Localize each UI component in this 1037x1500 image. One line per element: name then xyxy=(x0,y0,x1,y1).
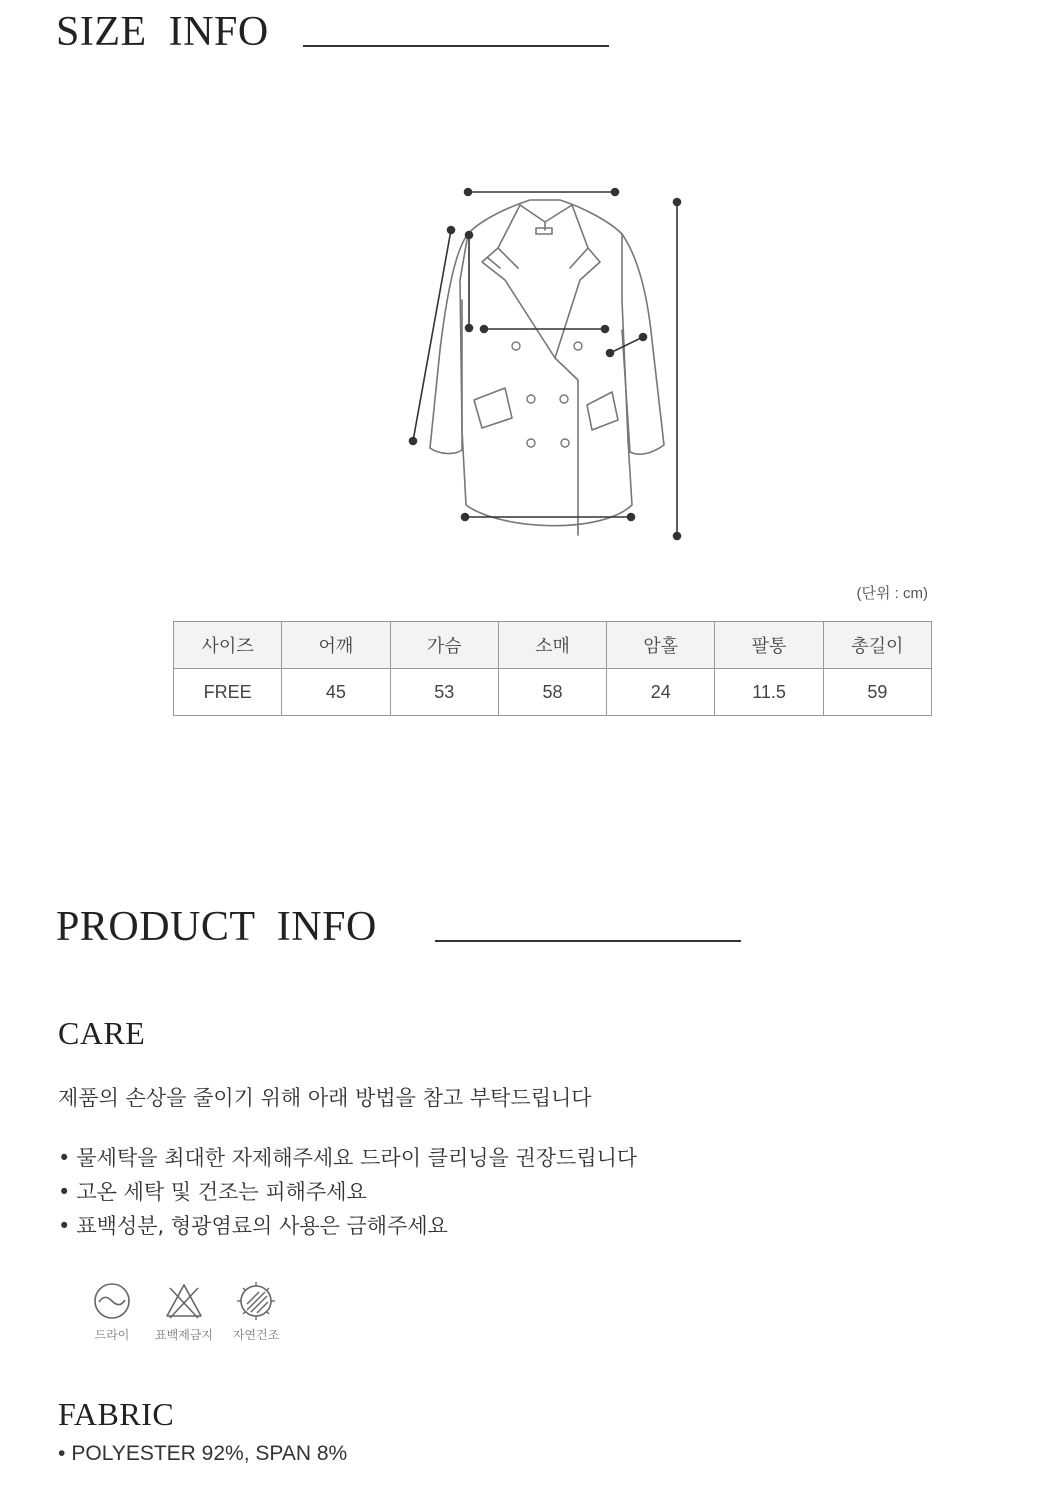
care-label: 드라이 xyxy=(94,1328,130,1342)
natural-dry-icon xyxy=(235,1280,277,1322)
care-item-no-bleach xyxy=(148,1280,220,1343)
size-info-title: SIZE INFO xyxy=(56,9,269,55)
fabric-title: FABRIC xyxy=(58,1396,175,1432)
table-cell: 53 xyxy=(390,669,498,716)
care-intro: 제품의 손상을 줄이기 위해 아래 방법을 참고 부탁드립니다 xyxy=(58,1086,592,1110)
header-cell: 팔통 xyxy=(715,622,823,669)
product-info-title: PRODUCT INFO xyxy=(56,904,377,950)
header-cell: 소매 xyxy=(498,622,606,669)
fabric-composition: • POLYESTER 92%, SPAN 8% xyxy=(58,1442,347,1466)
list-item: • 고온 세탁 및 건조는 피해주세요 xyxy=(58,1178,637,1212)
size-table xyxy=(173,621,932,716)
table-row xyxy=(174,669,932,716)
list-item: • 물세탁을 최대한 자제해주세요 드라이 클리닝을 권장드립니다 xyxy=(58,1144,637,1178)
unit-label: (단위 : cm) xyxy=(856,585,928,602)
header-cell: 총길이 xyxy=(823,622,931,669)
dry-clean-icon xyxy=(91,1280,133,1322)
care-item-natural-dry xyxy=(220,1280,292,1343)
size-table-header-row xyxy=(174,622,932,669)
care-title: CARE xyxy=(58,1015,146,1051)
care-item-dry xyxy=(76,1280,148,1343)
header-cell: 어깨 xyxy=(282,622,390,669)
table-cell: 24 xyxy=(607,669,715,716)
header-cell: 가슴 xyxy=(390,622,498,669)
care-label: 표백제금지 xyxy=(155,1328,213,1342)
size-info-divider xyxy=(303,45,609,47)
list-item: • 표백성분, 형광염료의 사용은 금해주세요 xyxy=(58,1212,637,1246)
care-bullet-list xyxy=(58,1144,637,1246)
care-icons xyxy=(76,1280,292,1343)
table-cell: FREE xyxy=(174,669,282,716)
table-cell: 58 xyxy=(498,669,606,716)
no-bleach-icon xyxy=(163,1280,205,1322)
product-info-divider xyxy=(435,940,741,942)
coat-measurement-illustration xyxy=(400,180,700,550)
table-cell: 11.5 xyxy=(715,669,823,716)
header-cell: 암홀 xyxy=(607,622,715,669)
table-cell: 45 xyxy=(282,669,390,716)
care-label: 자연건조 xyxy=(232,1328,280,1342)
header-cell: 사이즈 xyxy=(174,622,282,669)
table-cell: 59 xyxy=(823,669,931,716)
